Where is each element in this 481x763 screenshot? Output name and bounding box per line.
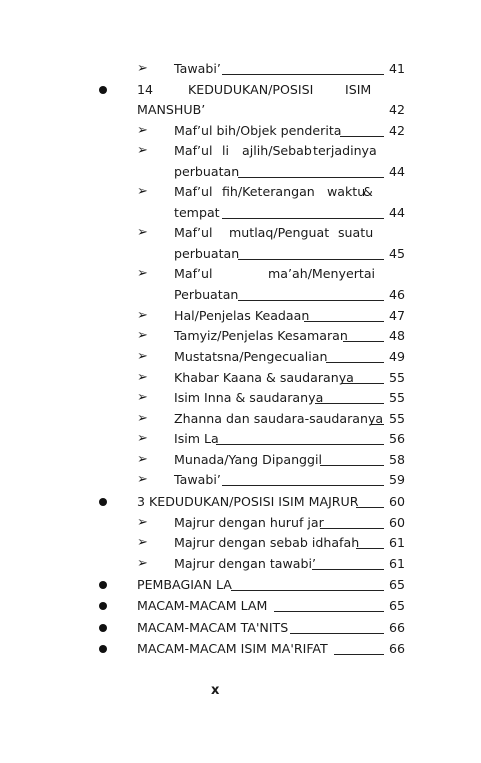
arrow-bullet-icon: ➢ [137, 535, 148, 550]
dot-leader [222, 218, 384, 219]
toc-entry[interactable] [0, 141, 481, 161]
toc-page-number: 61 [389, 535, 406, 550]
dot-leader [320, 465, 384, 466]
arrow-bullet-icon: ➢ [137, 308, 148, 323]
toc-page-number: 58 [389, 452, 406, 467]
bullet-icon [99, 498, 107, 506]
dot-leader [304, 321, 384, 322]
toc-page-number: 60 [389, 515, 406, 530]
toc-entry-title: Tamyiz/Penjelas Kesamaran [174, 328, 348, 343]
dot-leader [370, 424, 384, 425]
dot-leader [320, 528, 384, 529]
toc-page-number: 55 [389, 370, 406, 385]
arrow-bullet-icon: ➢ [137, 328, 148, 343]
toc-entry-title-word: ISIM [345, 82, 372, 97]
arrow-bullet-icon: ➢ [137, 370, 148, 385]
toc-entry-title: Isim La [174, 431, 219, 446]
toc-entry-title: PEMBAGIAN LA [137, 577, 232, 592]
toc-entry[interactable] [0, 347, 481, 367]
dot-leader [222, 485, 384, 486]
arrow-bullet-icon: ➢ [137, 184, 148, 199]
toc-entry-title-word: Maf’ul [174, 184, 213, 199]
toc-page-number: 47 [389, 308, 406, 323]
toc-entry[interactable] [0, 80, 481, 100]
toc-entry[interactable] [0, 596, 481, 616]
toc-page-number: 42 [389, 102, 406, 117]
toc-entry[interactable] [0, 450, 481, 470]
toc-entry-title-word: suatu [338, 225, 374, 240]
toc-entry[interactable] [0, 388, 481, 408]
bullet-icon [99, 602, 107, 610]
toc-page-number: 44 [389, 164, 406, 179]
dot-leader [238, 177, 384, 178]
toc-entry[interactable] [0, 470, 481, 490]
toc-entry-title: Majrur dengan huruf jar [174, 515, 324, 530]
toc-entry[interactable] [0, 368, 481, 388]
toc-entry-title: Zhanna dan saudara-saudaranya [174, 411, 384, 426]
toc-page-number: 65 [389, 598, 406, 613]
toc-entry-title: Mustatsna/Pengecualian [174, 349, 328, 364]
toc-entry-title: Isim Inna & saudaranya [174, 390, 324, 405]
toc-entry-continuation[interactable] [0, 162, 481, 182]
toc-entry-title: Hal/Penjelas Keadaan [174, 308, 310, 323]
arrow-bullet-icon: ➢ [137, 349, 148, 364]
toc-entry-title-word: 14 [137, 82, 154, 97]
dot-leader [222, 74, 384, 75]
dot-leader [356, 548, 384, 549]
toc-page-number: 49 [389, 349, 406, 364]
toc-entry[interactable] [0, 575, 481, 595]
toc-entry-title-word: KEDUDUKAN/POSISI [188, 82, 314, 97]
arrow-bullet-icon: ➢ [137, 556, 148, 571]
arrow-bullet-icon: ➢ [137, 390, 148, 405]
dot-leader [216, 444, 384, 445]
toc-entry[interactable] [0, 492, 481, 512]
dot-leader [315, 403, 384, 404]
toc-entry[interactable] [0, 533, 481, 553]
toc-page-number: 61 [389, 556, 406, 571]
page-number-footer: x [211, 683, 220, 698]
toc-page-number: 42 [389, 123, 406, 138]
toc-page-number: 45 [389, 246, 406, 261]
dot-leader [334, 654, 384, 655]
bullet-icon [99, 624, 107, 632]
toc-entry[interactable] [0, 513, 481, 533]
toc-page-number: 66 [389, 641, 406, 656]
toc-entry-title: MANSHUB’ [137, 102, 206, 117]
toc-entry[interactable] [0, 554, 481, 574]
dot-leader [326, 362, 384, 363]
toc-entry[interactable] [0, 182, 481, 202]
toc-entry-continuation[interactable] [0, 285, 481, 305]
toc-entry[interactable] [0, 59, 481, 79]
arrow-bullet-icon: ➢ [137, 431, 148, 446]
toc-entry-title-word: Maf’ul [174, 225, 213, 240]
toc-page-number: 59 [389, 472, 406, 487]
dot-leader [238, 259, 384, 260]
toc-entry-title-word: ajlih/Sebab [242, 143, 312, 158]
bullet-icon [99, 645, 107, 653]
arrow-bullet-icon: ➢ [137, 411, 148, 426]
toc-entry-title: Majrur dengan sebab idhafah [174, 535, 360, 550]
bullet-icon [99, 86, 107, 94]
dot-leader [238, 300, 384, 301]
dot-leader [312, 569, 384, 570]
toc-entry-title-word: terjadinya [313, 143, 377, 158]
arrow-bullet-icon: ➢ [137, 123, 148, 138]
toc-entry-continuation[interactable] [0, 100, 481, 120]
toc-entry-title-word: & [363, 184, 373, 199]
toc-entry-title: tempat [174, 205, 220, 220]
toc-entry[interactable] [0, 121, 481, 141]
toc-entry-title-word: fih/Keterangan [222, 184, 315, 199]
arrow-bullet-icon: ➢ [137, 515, 148, 530]
toc-entry-title-word: ma’ah/Menyertai [268, 266, 376, 281]
toc-entry-title: perbuatan [174, 164, 240, 179]
dot-leader [274, 611, 384, 612]
dot-leader [343, 341, 384, 342]
toc-entry-title: MACAM-MACAM ISIM MA'RIFAT [137, 641, 328, 656]
toc-page-number: 46 [389, 287, 406, 302]
arrow-bullet-icon: ➢ [137, 452, 148, 467]
toc-entry-title: Munada/Yang Dipanggil [174, 452, 323, 467]
dot-leader [340, 136, 384, 137]
arrow-bullet-icon: ➢ [137, 472, 148, 487]
dot-leader [290, 633, 384, 634]
arrow-bullet-icon: ➢ [137, 266, 148, 281]
arrow-bullet-icon: ➢ [137, 225, 148, 240]
toc-entry-title-word: waktu [327, 184, 366, 199]
toc-entry-title: Tawabi’ [174, 61, 221, 76]
toc-page-number: 66 [389, 620, 406, 635]
toc-page-number: 55 [389, 411, 406, 426]
toc-entry-title: Tawabi’ [174, 472, 221, 487]
arrow-bullet-icon: ➢ [137, 61, 148, 76]
toc-entry-title: perbuatan [174, 246, 240, 261]
toc-entry-title-word: mutlaq/Penguat [229, 225, 330, 240]
bullet-icon [99, 581, 107, 589]
toc-entry-continuation[interactable] [0, 203, 481, 223]
toc-entry-title-word: li [222, 143, 229, 158]
dot-leader [341, 383, 384, 384]
toc-entry[interactable] [0, 409, 481, 429]
toc-entry[interactable] [0, 429, 481, 449]
toc-page-number: 60 [389, 494, 406, 509]
toc-page-number: 65 [389, 577, 406, 592]
toc-entry-title: Maf’ul bih/Objek penderita [174, 123, 342, 138]
dot-leader [231, 590, 384, 591]
toc-entry-title: Majrur dengan tawabi’ [174, 556, 317, 571]
toc-entry[interactable] [0, 618, 481, 638]
toc-entry[interactable] [0, 639, 481, 659]
toc-page-number: 55 [389, 390, 406, 405]
toc-entry[interactable] [0, 264, 481, 284]
toc-page-number: 44 [389, 205, 406, 220]
arrow-bullet-icon: ➢ [137, 143, 148, 158]
toc-entry-title: MACAM-MACAM LAM [137, 598, 268, 613]
toc-entry[interactable] [0, 223, 481, 243]
toc-page-number: 48 [389, 328, 406, 343]
toc-entry[interactable] [0, 326, 481, 346]
toc-entry-title: 3 KEDUDUKAN/POSISI ISIM MAJRUR [137, 494, 359, 509]
toc-page-number: 56 [389, 431, 406, 446]
toc-entry[interactable] [0, 306, 481, 326]
toc-entry-continuation[interactable] [0, 244, 481, 264]
dot-leader [356, 507, 384, 508]
toc-page-number: 41 [389, 61, 406, 76]
toc-entry-title-word: Maf’ul [174, 143, 213, 158]
toc-entry-title: MACAM-MACAM TA'NITS [137, 620, 289, 635]
toc-entry-title: Khabar Kaana & saudaranya [174, 370, 354, 385]
toc-entry-title: Perbuatan [174, 287, 239, 302]
toc-entry-title-word: Maf’ul [174, 266, 213, 281]
